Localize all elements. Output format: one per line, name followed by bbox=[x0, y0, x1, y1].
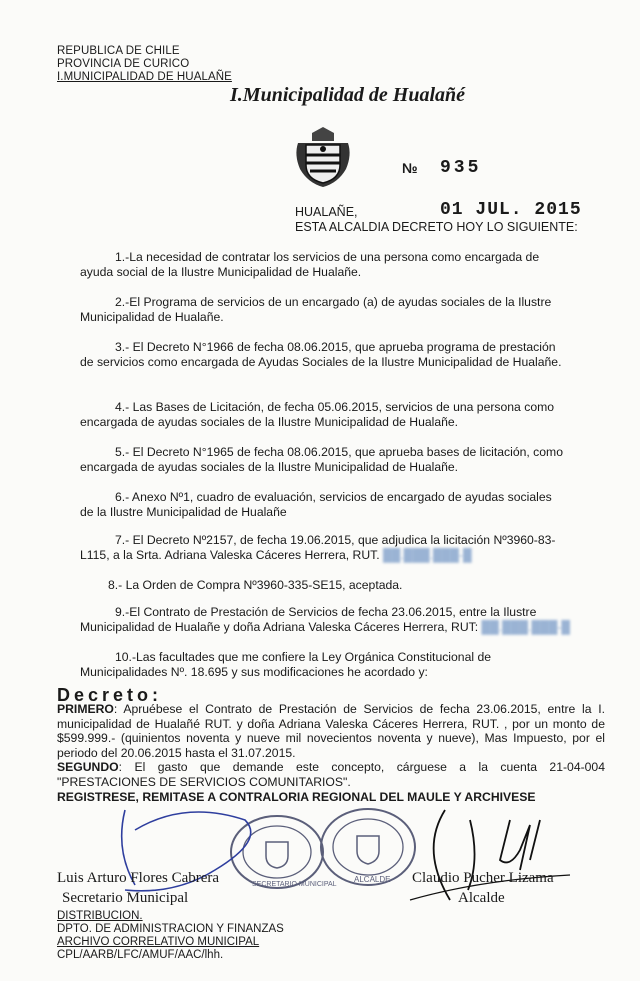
considerando-7: 7.- El Decreto Nº2157, de fecha 19.06.2015, que adjudica la licitación Nº3960-83- L115, a la Srta. Adriana Valeska Cáceres Herrera, RUT. ██.███.███-█ bbox=[80, 533, 556, 562]
decree-number: 935 bbox=[440, 158, 482, 178]
redacted-rut: ██.███.███-█ bbox=[481, 620, 571, 634]
distribution-line-1: DPTO. DE ADMINISTRACION Y FINANZAS bbox=[57, 923, 284, 935]
header-republic: REPUBLICA DE CHILE bbox=[57, 45, 180, 57]
primero-clause: PRIMERO: Apruébese el Contrato de Prestación de Servicios de fecha 23.06.2015, entre la I. municipalidad de Hualañé RUT. y doña Adriana Valeska Cáceres Herrera, RUT. , por un monto de $599.999.- (quinientos noventa y nueve mil novecientos noventa y nueve), Mas Impuesto, por el periodo del 20.06.2015 hasta el 31.07.2015. bbox=[57, 702, 605, 760]
distribution-heading: DISTRIBUCION. bbox=[57, 910, 143, 922]
document-title: I.Municipalidad de Hualañé bbox=[230, 84, 466, 106]
distribution-line-3: CPL/AARB/LFC/AMUF/AAC/lhh. bbox=[57, 949, 224, 961]
considerando-1: 1.-La necesidad de contratar los servicios de una persona como encargada de ayuda social de la Ilustre Municipalidad de Hualañe. bbox=[80, 250, 540, 279]
considerando-5: 5.- El Decreto N°1965 de fecha 08.06.2015, que aprueba bases de licitación, como encargada de ayudas sociales de la Ilustre Municipalidad de Hualañe. bbox=[80, 445, 563, 474]
considerando-4: 4.- Las Bases de Licitación, de fecha 05.06.2015, servicios de una persona como encargada de ayudas sociales de la Ilustre Municipalidad de Hualañe. bbox=[80, 400, 555, 429]
registrese-line: REGISTRESE, REMITASE A CONTRALORIA REGIONAL DEL MAULE Y ARCHIVESE bbox=[57, 790, 536, 804]
number-sign: № bbox=[402, 160, 418, 176]
header-municipality: I.MUNICIPALIDAD DE HUALAÑE bbox=[57, 71, 232, 83]
redacted-rut: ██.███.███-█ bbox=[383, 548, 472, 562]
coat-of-arms-icon bbox=[290, 125, 356, 191]
mayor-name: Claudio Pucher Lizama bbox=[412, 870, 554, 886]
place-label: HUALAÑE, bbox=[295, 205, 358, 219]
svg-text:SECRETARIO MUNICIPAL: SECRETARIO MUNICIPAL bbox=[252, 881, 337, 888]
considerando-10: 10.-Las facultades que me confiere la Ley Orgánica Constitucional de Municipalidades Nº. 18.695 y sus modificaciones he acordado y: bbox=[80, 650, 492, 679]
segundo-clause: SEGUNDO: El gasto que demande este concepto, cárguese a la cuenta 21-04-004 "PRESTACIONES DE SERVICIOS COMUNITARIOS". bbox=[57, 760, 605, 789]
svg-text:ALCALDE: ALCALDE bbox=[354, 875, 391, 884]
considerando-6: 6.- Anexo Nº1, cuadro de evaluación, servicios de encargado de ayudas sociales de la Ilustre Municipalidad de Hualañe bbox=[80, 490, 552, 519]
distribution-line-2: ARCHIVO CORRELATIVO MUNICIPAL bbox=[57, 936, 260, 948]
mayor-role: Alcalde bbox=[458, 890, 505, 906]
secretary-name: Luis Arturo Flores Cabrera bbox=[57, 870, 220, 886]
intro-line: ESTA ALCALDIA DECRETO HOY LO SIGUIENTE: bbox=[295, 220, 578, 234]
considerando-3: 3.- El Decreto N°1966 de fecha 08.06.2015, que aprueba programa de prestación de servicios como encargada de Ayudas Sociales de la Ilustre Municipalidad de Hualañe. bbox=[80, 340, 562, 369]
considerando-9: 9.-El Contrato de Prestación de Servicios de fecha 23.06.2015, entre la Ilustre Municipalidad de Hualañe y doña Adriana Valeska Cáceres Herrera, RUT: ██.███.███-█ bbox=[80, 605, 571, 634]
considerando-8: 8.- La Orden de Compra Nº3960-335-SE15, aceptada. bbox=[108, 578, 403, 592]
header-province: PROVINCIA DE CURICO bbox=[57, 58, 190, 70]
decreto-heading: Decreto: bbox=[57, 685, 163, 705]
secretary-role: Secretario Municipal bbox=[62, 890, 189, 906]
considerando-2: 2.-El Programa de servicios de un encargado (a) de ayudas sociales de la Ilustre Municipalidad de Hualañe. bbox=[80, 295, 552, 324]
stamp-date: 01 JUL. 2015 bbox=[440, 200, 582, 220]
